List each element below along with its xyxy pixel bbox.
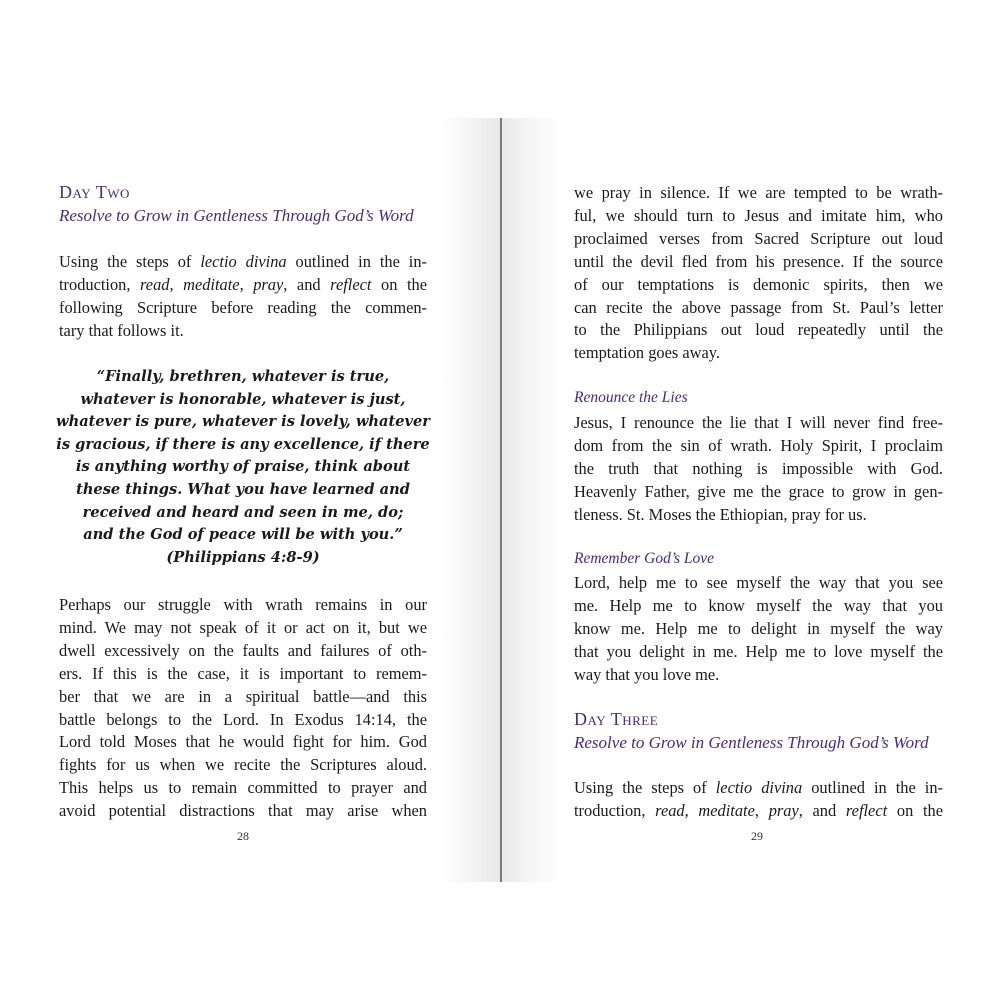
text-line: tary that follows it. (59, 320, 184, 340)
text-line: following Scripture before reading the commen- (59, 297, 427, 317)
text-line: This helps us to remain committed to prayer and (59, 778, 427, 798)
text-line: Perhaps our struggle with wrath remains in our (59, 595, 427, 614)
text-line: the truth that nothing is impossible with God. (574, 458, 943, 478)
text-line: troduction, read, meditate, pray, and reflect on the (59, 274, 427, 294)
text-line: we pray in silence. If we are tempted to be wrath- (574, 183, 943, 202)
continuation-paragraph (574, 182, 943, 365)
text-line: Jesus, I renounce the lie that I will never find free- (574, 413, 943, 432)
text-line: to the Philippians out loud repeatedly until the (574, 320, 943, 340)
quote-line: these things. What you have learned and (76, 480, 410, 498)
text-line: battle belongs to the Lord. In Exodus 14:14, the (59, 709, 427, 729)
section-title-remember: Remember God’s Love (574, 550, 715, 567)
quote-line: received and heard and seen in me, do; (82, 503, 404, 521)
intro-paragraph (59, 251, 427, 343)
text-line: troduction, read, meditate, pray, and reflect on the (574, 800, 943, 820)
text-line: Using the steps of lectio divina outlined in the in- (574, 778, 943, 797)
page-number: 29 (751, 829, 763, 843)
text-line: ber that we are in a spiritual battle—and this (59, 686, 427, 706)
day-heading: Day Two (59, 182, 130, 202)
quote-line: and the God of peace will be with you.” (83, 526, 403, 544)
commentary-paragraph (59, 594, 427, 823)
text-line: proclaimed verses from Sacred Scripture out loud (574, 228, 943, 248)
remember-prayer (574, 572, 943, 687)
text-line: Lord told Moses that he would fight for him. God (59, 732, 427, 752)
text-line: me. Help me to know myself the way that you (574, 595, 943, 615)
quote-line: whatever is honorable, whatever is just, (80, 390, 406, 408)
text-line: avoid potential distractions that may arise when (59, 801, 427, 821)
text-line: dom from the sin of wrath. Holy Spirit, I proclaim (574, 435, 943, 455)
text-line: temptation goes away. (574, 343, 720, 363)
quote-line: whatever is pure, whatever is lovely, whatever (56, 413, 430, 431)
text-line: tleness. St. Moses the Ethiopian, pray for us. (574, 504, 867, 524)
quote-line: “Finally, brethren, whatever is true, (96, 368, 390, 385)
text-line: mind. We may not speak of it or act on it, but we (59, 617, 427, 637)
gutter-shadow-left (440, 118, 501, 882)
quote-line: is gracious, if there is any excellence, if there (56, 435, 430, 453)
text-line: of our temptations is demonic spirits, then we (574, 274, 943, 294)
text-line: can recite the above passage from St. Paul’s letter (574, 297, 943, 317)
day-heading: Day Three (574, 709, 659, 729)
text-line: way that you love me. (574, 664, 720, 684)
text-line: until the devil fled from his presence. If the source (574, 251, 943, 271)
scripture-quote (49, 366, 437, 569)
day-subtitle: Resolve to Grow in Gentleness Through God’s Word (59, 206, 414, 225)
text-line: fights for us when we recite the Scriptures aloud. (59, 755, 427, 775)
renounce-prayer (574, 412, 943, 527)
text-line: ful, we should turn to Jesus and imitate him, who (574, 205, 943, 225)
gutter-shadow-right (502, 118, 562, 882)
intro-paragraph (574, 777, 943, 823)
text-line: know me. Help me to delight in myself the way (574, 618, 943, 638)
text-line: Using the steps of lectio divina outlined in the in- (59, 252, 427, 271)
page-number: 28 (237, 829, 249, 843)
quote-line: is anything worthy of praise, think about (75, 458, 411, 476)
quote-line: (Philippians 4:8-9) (166, 548, 320, 566)
day-subtitle: Resolve to Grow in Gentleness Through God’s Word (574, 733, 929, 752)
text-line: dwell excessively on the faults and failures of oth- (59, 640, 427, 660)
text-line: ers. If this is the case, it is important to remem- (59, 663, 427, 683)
section-title-renounce: Renounce the Lies (574, 389, 688, 406)
text-line: Heavenly Father, give me the grace to grow in gen- (574, 481, 943, 501)
text-line: that you delight in me. Help me to love myself the (574, 641, 943, 661)
book-spine (500, 118, 502, 882)
text-line: Lord, help me to see myself the way that you see (574, 573, 943, 592)
